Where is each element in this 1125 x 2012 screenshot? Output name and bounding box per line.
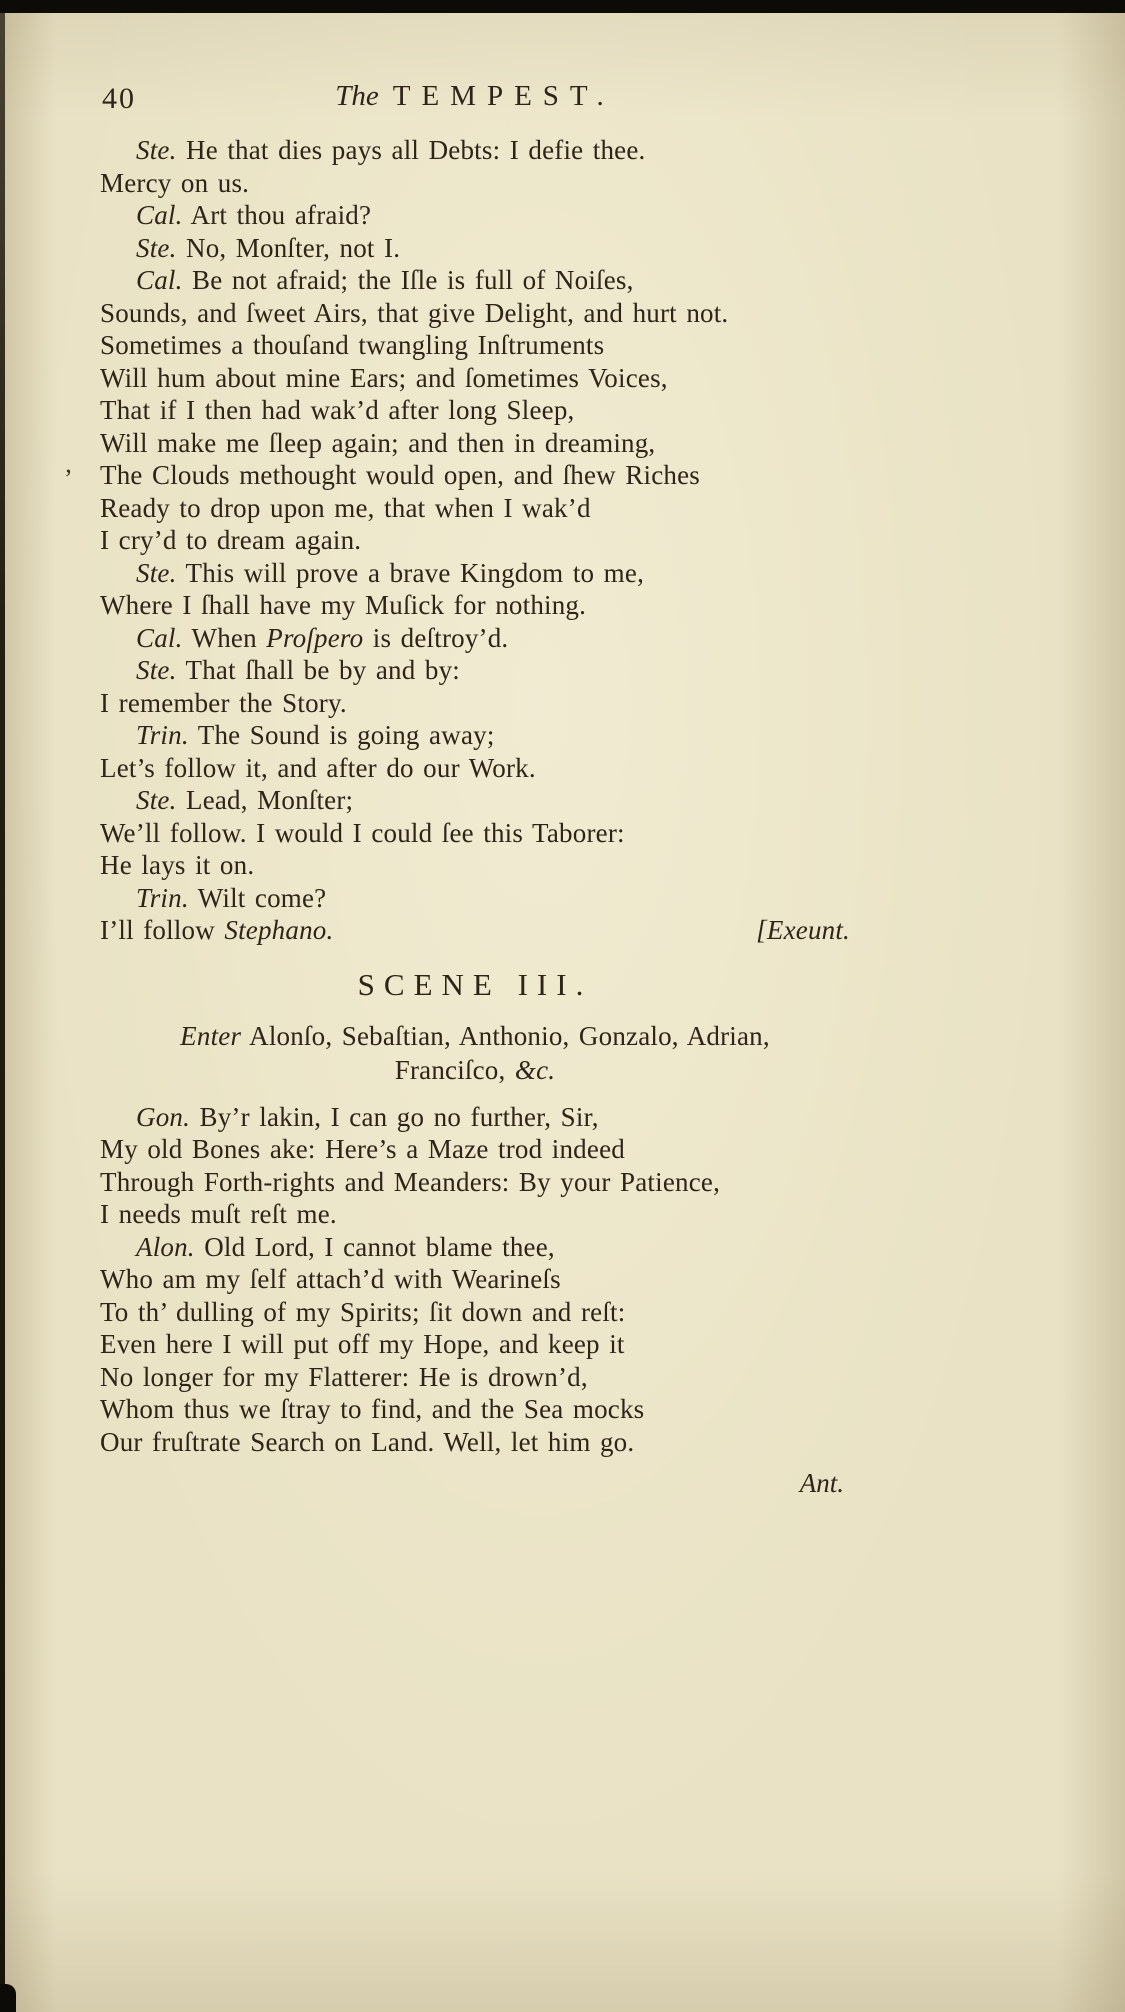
text-line	[100, 1231, 850, 1264]
line-text: He that dies pays all Debts: I defie thee.	[176, 135, 646, 165]
scan-edge-left	[0, 13, 5, 2012]
line-text: is deſtroy’d.	[363, 622, 509, 653]
text-line	[100, 232, 850, 265]
line-text: Alonſo, Sebaſtian, Anthonio, Gonzalo, Adrian,	[241, 1020, 770, 1051]
text-line	[100, 914, 850, 947]
scan-edge-top	[0, 0, 1125, 13]
line-text: He lays it on.	[100, 850, 255, 880]
line-text: I remember the Story.	[100, 687, 347, 718]
dialogue-block-scene2	[100, 134, 850, 947]
line-text: Let’s follow it, and after do our Work.	[100, 752, 536, 783]
italic-text: Trin.	[136, 720, 189, 750]
line-text: Will make me ſleep again; and then in dreaming,	[100, 427, 656, 458]
text-line	[100, 264, 850, 297]
text-line	[100, 589, 850, 622]
line-text: Where I ſhall have my Muſick for nothing.	[100, 590, 587, 620]
line-text: Wilt come?	[188, 882, 327, 913]
text-line	[100, 784, 850, 817]
line-text: To th’ dulling of my Spirits; ſit down and reſt:	[100, 1296, 626, 1327]
italic-text: Cal.	[136, 200, 183, 230]
italic-text: Ste.	[136, 785, 177, 815]
line-text: By’r lakin, I can go no further, Sir,	[190, 1101, 599, 1132]
line-text: Sometimes a thouſand twangling Inſtruments	[100, 330, 605, 360]
text-line	[100, 134, 850, 167]
text-line	[100, 882, 850, 915]
line-text: The Sound is going away;	[188, 720, 495, 750]
text-line	[100, 557, 850, 590]
line-text: My old Bones ake: Here’s a Maze trod indeed	[100, 1134, 625, 1164]
text-line	[100, 1019, 850, 1053]
italic-text: Alon.	[136, 1231, 195, 1262]
italic-text: Proſpero	[266, 622, 364, 653]
italic-text: Cal.	[136, 622, 183, 653]
italic-text: Stephano.	[224, 915, 334, 945]
text-line	[100, 817, 850, 850]
text-line	[100, 1361, 850, 1394]
line-text: No longer for my Flatterer: He is drown’d,	[100, 1361, 588, 1392]
text-line	[100, 329, 850, 362]
line-text: That ſhall be by and by:	[176, 655, 460, 685]
text-line	[100, 492, 850, 525]
text-line	[100, 1198, 850, 1231]
text-line	[100, 1133, 850, 1166]
line-text: Ready to drop upon me, that when I wak’d	[100, 492, 591, 523]
line-text: Art thou afraid?	[182, 200, 372, 230]
line-text: Whom thus we ſtray to find, and the Sea mocks	[100, 1394, 645, 1424]
italic-text: &c.	[514, 1054, 556, 1085]
line-text: Will hum about mine Ears; and ſometimes Voices,	[100, 362, 668, 393]
scan-edge-bottom-left	[0, 1984, 16, 2012]
right-aligned-text: [Exeunt.	[756, 915, 850, 945]
stage-direction	[100, 1019, 850, 1087]
text-line	[100, 394, 850, 427]
line-text: I cry’d to dream again.	[100, 525, 362, 555]
line-text: Even here I will put off my Hope, and keep it	[100, 1329, 625, 1359]
catchword: Ant.	[799, 1468, 844, 1498]
text-line	[100, 687, 850, 720]
italic-text: Ste.	[136, 655, 177, 685]
text-line	[100, 167, 850, 200]
text-line	[100, 459, 850, 492]
italic-text: Gon.	[136, 1101, 191, 1132]
line-text: Our fruſtrate Search on Land. Well, let him go.	[100, 1426, 635, 1457]
line-text: Old Lord, I cannot blame thee,	[194, 1231, 555, 1262]
line-text: No, Monſter, not I.	[176, 232, 401, 263]
line-text: Lead, Monſter;	[176, 785, 354, 815]
line-text: Be not afraid; the Iſle is full of Noiſes,	[182, 265, 634, 295]
italic-text: Trin.	[136, 882, 189, 913]
line-text: This will prove a brave Kingdom to me,	[176, 557, 645, 588]
text-line	[100, 1296, 850, 1329]
line-text: We’ll follow. I would I could ſee this Taborer:	[100, 817, 625, 848]
text-line	[100, 524, 850, 557]
line-text: Through Forth-rights and Meanders: By your Patience,	[100, 1166, 721, 1197]
page-number: 40	[102, 82, 136, 115]
text-line	[100, 849, 850, 882]
italic-text: Cal.	[136, 265, 183, 295]
text-line	[100, 1101, 850, 1134]
italic-text: Enter	[180, 1020, 242, 1051]
text-line	[100, 1328, 850, 1361]
italic-text: Ste.	[136, 135, 177, 165]
line-text: Who am my ſelf attach’d with Wearineſs	[100, 1264, 561, 1294]
text-line	[100, 752, 850, 785]
text-line	[100, 622, 850, 655]
italic-text: Ste.	[136, 232, 177, 263]
text-line	[100, 362, 850, 395]
scene-heading: SCENE III.	[357, 966, 593, 1002]
line-text: That if I then had wak’d after long Sleep,	[100, 395, 575, 425]
text-line	[100, 719, 850, 752]
page-title	[100, 78, 850, 113]
text-line	[100, 297, 850, 330]
italic-text: Ste.	[136, 557, 177, 588]
text-line	[100, 427, 850, 460]
page-header	[100, 78, 850, 126]
page-content	[100, 78, 850, 1499]
page-title-the: The	[335, 80, 379, 112]
text-line	[100, 1426, 850, 1459]
margin-apostrophe-mark: ’	[64, 464, 73, 493]
text-line	[100, 1166, 850, 1199]
dialogue-block-scene3	[100, 1101, 850, 1459]
line-text: The Clouds methought would open, and ſhew Riches	[100, 460, 701, 490]
line-text: Mercy on us.	[100, 167, 250, 198]
text-line	[100, 1393, 850, 1426]
text-line	[100, 199, 850, 232]
line-text: When	[182, 622, 267, 653]
text-line	[100, 1053, 850, 1087]
page-title-main: TEMPEST.	[392, 80, 615, 112]
line-text: Franciſco,	[394, 1054, 515, 1085]
line-text: I needs muſt reſt me.	[100, 1199, 337, 1229]
line-text: I’ll follow	[100, 915, 225, 945]
line-text: Sounds, and ſweet Airs, that give Delight, and hurt not.	[100, 297, 729, 328]
text-line	[100, 1263, 850, 1296]
text-line	[100, 654, 850, 687]
